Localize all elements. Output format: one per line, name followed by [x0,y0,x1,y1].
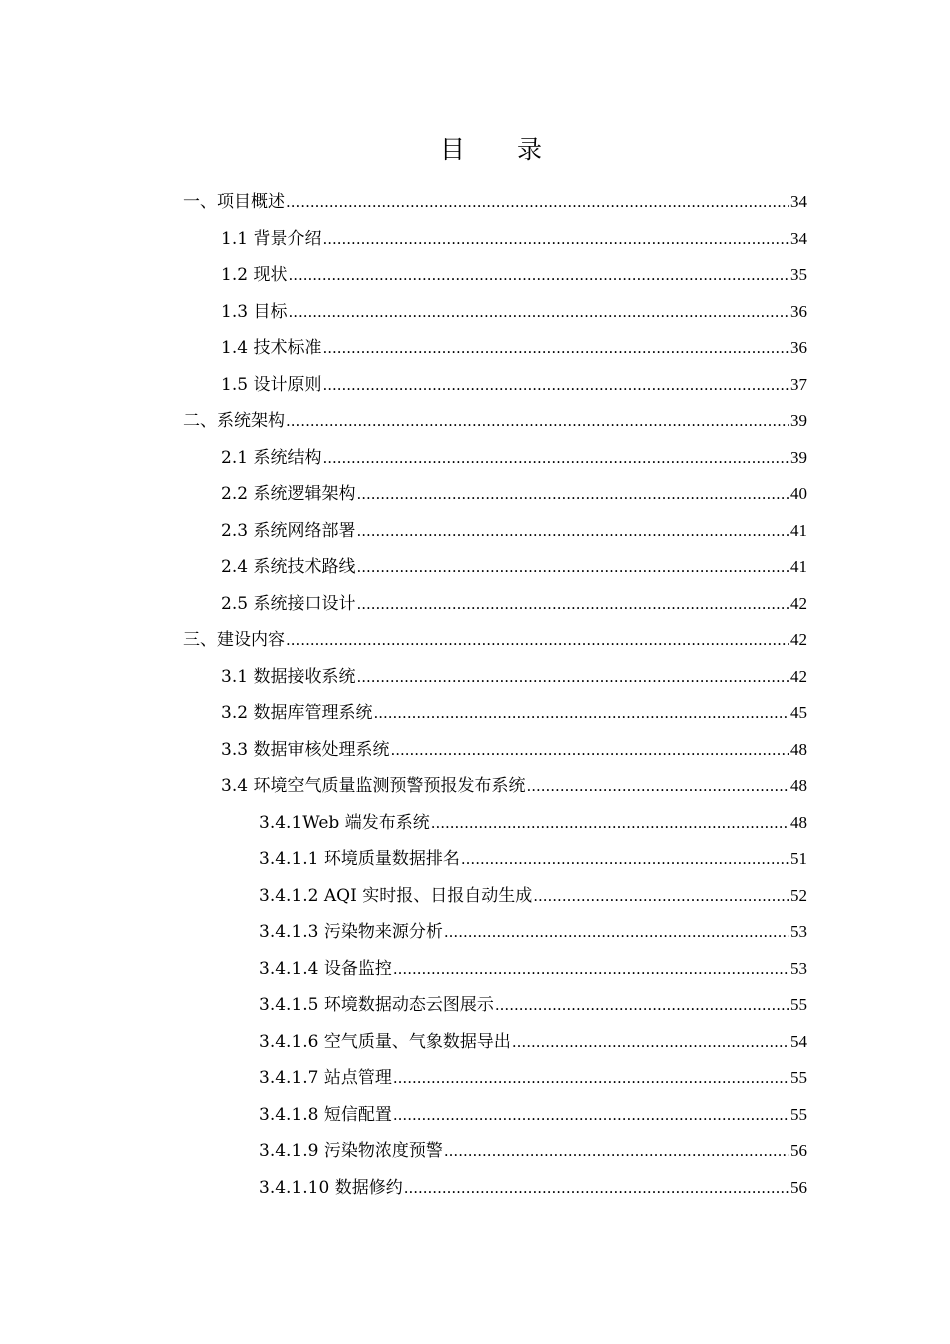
toc-entry[interactable] [183,695,807,732]
toc-dot-leader [356,549,789,586]
toc-entry-label: 3.4.1.5 环境数据动态云图展示 [259,995,494,1015]
toc-dot-leader [322,330,789,367]
toc-entry[interactable] [183,951,807,988]
toc-entry-label: 一、项目概述 [183,192,285,212]
toc-entry[interactable] [183,586,807,623]
toc-entry-page-number: 51 [790,849,807,868]
toc-entry[interactable] [183,805,807,842]
toc-dot-leader [495,987,789,1024]
toc-entry-page-number: 45 [790,703,807,722]
toc-entry-label: 3.4.1.6 空气质量、气象数据导出 [259,1031,511,1052]
toc-dot-leader [512,1024,789,1061]
toc-dot-leader [288,257,789,294]
toc-entry-label: 1.4 技术标准 [221,338,322,358]
toc-entry[interactable] [183,732,807,769]
toc-entry-page-number: 56 [790,1177,807,1197]
toc-entry[interactable] [183,440,807,477]
toc-entry-label: 1.1 背景介绍 [221,228,322,249]
toc-entry-page-number: 40 [790,484,807,503]
toc-entry-label: 1.3 目标 [221,301,288,322]
toc-entry-page-number: 39 [790,411,807,430]
toc-entry-page-number: 34 [790,228,807,248]
toc-entry-label: 1.2 现状 [221,265,288,285]
toc-entry-label: 3.4.1.4 设备监控 [259,958,392,979]
toc-dot-leader [393,1060,789,1097]
toc-entry-label: 3.4.1.10 数据修约 [259,1177,403,1198]
toc-entry-label: 1.5 设计原则 [221,374,322,395]
toc-dot-leader [393,951,789,988]
toc-entry[interactable] [183,330,807,367]
toc-dot-leader [404,1170,789,1207]
toc-entry-label: 3.4.1.8 短信配置 [259,1104,392,1125]
toc-entry-page-number: 42 [790,666,807,686]
toc-dot-leader [533,878,789,915]
toc-dot-leader [390,732,789,769]
toc-entry-page-number: 35 [790,265,807,284]
toc-entry[interactable] [183,367,807,404]
toc-entry[interactable] [183,221,807,258]
toc-entry-page-number: 37 [790,374,807,394]
toc-entry-page-number: 36 [790,301,807,321]
toc-entry[interactable] [183,1060,807,1097]
toc-dot-leader [431,805,789,842]
toc-entry-page-number: 55 [790,1068,807,1087]
toc-entry-page-number: 48 [790,739,807,759]
toc-dot-leader [356,659,789,696]
toc-entry-page-number: 41 [790,557,807,576]
toc-entry-label: 3.1 数据接收系统 [221,666,356,687]
toc-dot-leader [526,768,789,805]
toc-entry-page-number: 55 [790,995,807,1014]
toc-entry-page-number: 55 [790,1104,807,1124]
toc-entry[interactable] [183,476,807,513]
toc-entry-label: 二、系统架构 [183,411,285,431]
toc-entry-label: 3.3 数据审核处理系统 [221,739,390,760]
toc-entry-label: 2.5 系统接口设计 [221,593,356,614]
toc-dot-leader [322,221,789,258]
toc-entry-label: 2.2 系统逻辑架构 [221,484,356,504]
toc-entry[interactable] [183,257,807,294]
toc-entry[interactable] [183,1024,807,1061]
toc-dot-leader [373,695,789,732]
toc-entry[interactable] [183,294,807,331]
toc-entry-label: 3.4.1.1 环境质量数据排名 [259,849,460,869]
toc-entry-label: 2.3 系统网络部署 [221,520,356,541]
toc-entry[interactable] [183,513,807,550]
toc-dot-leader [322,367,789,404]
toc-entry-page-number: 53 [790,958,807,978]
toc-entry[interactable] [183,768,807,805]
toc-entry-page-number: 42 [790,630,807,649]
toc-dot-leader [356,513,789,550]
toc-entry[interactable] [183,914,807,951]
toc-entry-label: 2.4 系统技术路线 [221,557,356,577]
toc-entry-label: 三、建设内容 [183,630,285,650]
toc-dot-leader [393,1097,789,1134]
toc-entry-page-number: 56 [790,1141,807,1160]
toc-entry[interactable] [183,878,807,915]
toc-entry-label: 3.4.1.2 AQI 实时报、日报自动生成 [259,885,533,906]
toc-entry[interactable] [183,659,807,696]
toc-entry[interactable] [183,184,807,221]
toc-entry-label: 3.4.1.3 污染物来源分析 [259,922,443,942]
toc-entry-label: 3.4 环境空气质量监测预警预报发布系统 [221,776,526,796]
table-of-contents [183,184,807,1206]
toc-entry-label: 3.4.1.9 污染物浓度预警 [259,1141,443,1161]
toc-entry-page-number: 48 [790,812,807,832]
toc-entry[interactable] [183,1170,807,1207]
toc-dot-leader [444,914,789,951]
toc-dot-leader [356,476,789,513]
toc-dot-leader [444,1133,789,1170]
toc-dot-leader [286,403,789,440]
toc-entry-page-number: 54 [790,1031,807,1051]
toc-entry[interactable] [183,987,807,1024]
toc-entry-label: 3.4.1.7 站点管理 [259,1068,392,1088]
toc-entry[interactable] [183,622,807,659]
toc-dot-leader [461,841,789,878]
toc-entry-label: 3.2 数据库管理系统 [221,703,373,723]
toc-entry-page-number: 53 [790,922,807,941]
toc-entry[interactable] [183,403,807,440]
toc-entry-page-number: 41 [790,520,807,540]
toc-entry-label: 2.1 系统结构 [221,447,322,468]
toc-entry-page-number: 36 [790,338,807,357]
toc-dot-leader [322,440,789,477]
toc-entry[interactable] [183,1097,807,1134]
toc-entry-page-number: 39 [790,447,807,467]
toc-entry-page-number: 52 [790,885,807,905]
toc-entry-page-number: 34 [790,192,807,211]
toc-dot-leader [356,586,789,623]
page-title: 目 录 [440,135,564,164]
toc-entry-page-number: 48 [790,776,807,795]
toc-entry[interactable] [183,841,807,878]
toc-entry[interactable] [183,549,807,586]
toc-dot-leader [286,622,789,659]
toc-dot-leader [286,184,789,221]
toc-entry-label: 3.4.1Web 端发布系统 [259,812,430,833]
toc-entry-page-number: 42 [790,593,807,613]
toc-entry[interactable] [183,1133,807,1170]
toc-dot-leader [288,294,789,331]
